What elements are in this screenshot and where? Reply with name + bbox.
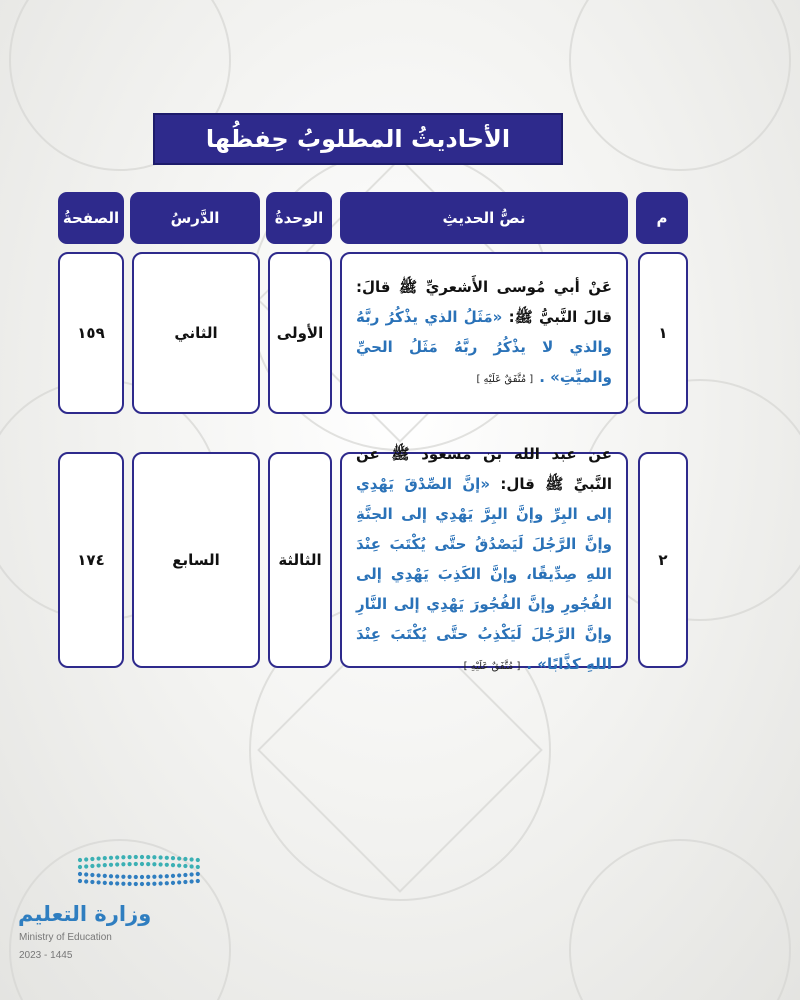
ministry-name-arabic: وزارة التعليم — [18, 902, 152, 926]
ministry-name-english: Ministry of Education — [19, 932, 112, 943]
row1-num: ١ — [638, 252, 688, 414]
row2-num: ٢ — [638, 452, 688, 668]
logo-year: 2023 - 1445 — [19, 950, 73, 961]
row1-hadith-intro: عَنْ أبي مُوسى الأَشعريِّ ﷺ قالَ: قالَ النَّبيُّ ﷺ: — [356, 277, 613, 326]
row1-page: ١٥٩ — [58, 252, 124, 414]
ministry-logo-icon — [14, 850, 204, 910]
header-hadith-text: نصُّ الحديثِ — [340, 192, 628, 244]
row1-hadith-quote: «مَثَلُ الذي يذْكُرُ ربَّهُ والذي لا يذْكُرُ ربَّهُ مَثَلُ الحيِّ والميِّتِ» . — [356, 307, 612, 386]
row2-page: ١٧٤ — [58, 452, 124, 668]
header-page: الصفحةُ — [58, 192, 124, 244]
page-title: الأحاديثُ المطلوبُ حِفظُها — [205, 125, 511, 153]
row2-unit: الثالثة — [268, 452, 332, 668]
row2-hadith-cell — [340, 444, 628, 673]
header-unit: الوحدةُ — [266, 192, 332, 244]
header-lesson: الدَّرسُ — [130, 192, 260, 244]
row2-reference: [ مُتَّفَقٌ عَلَيْهِ ] — [463, 660, 521, 672]
row2-hadith-intro: عن عبد الله بن مسعود ﷺ عن النَّبيِّ ﷺ قال: — [356, 444, 613, 493]
row1-reference: [ مُتَّفَقٌ عَلَيْهِ ] — [476, 373, 534, 385]
row2-lesson: السابع — [132, 452, 260, 668]
header-num: م — [636, 192, 688, 244]
row1-unit: الأولى — [268, 252, 332, 414]
row1-lesson: الثاني — [132, 252, 260, 414]
row1-hadith-cell — [340, 252, 628, 414]
row2-hadith-quote: «إنَّ الصِّدْقَ يَهْدِي إلى البِرِّ وإنَّ البِرَّ يَهْدِي إلى الجنَّةِ وإنَّ الرَّجُلَ لَيَصْدُقُ حتَّى يُكْتَبَ عِنْدَ اللهِ صِدِّيقًا، وإنَّ الكَذِبَ يَهْدِي إلى الفُجُورِ وإنَّ الفُجُورَ يَهْدِي إلى النَّارِ وإنَّ الرَّجُلَ لَيَكْذِبُ حتَّى يُكْتَبَ عِنْدَ اللهِ كذَّابًا» . — [356, 474, 612, 673]
page-title-bar — [153, 113, 563, 165]
